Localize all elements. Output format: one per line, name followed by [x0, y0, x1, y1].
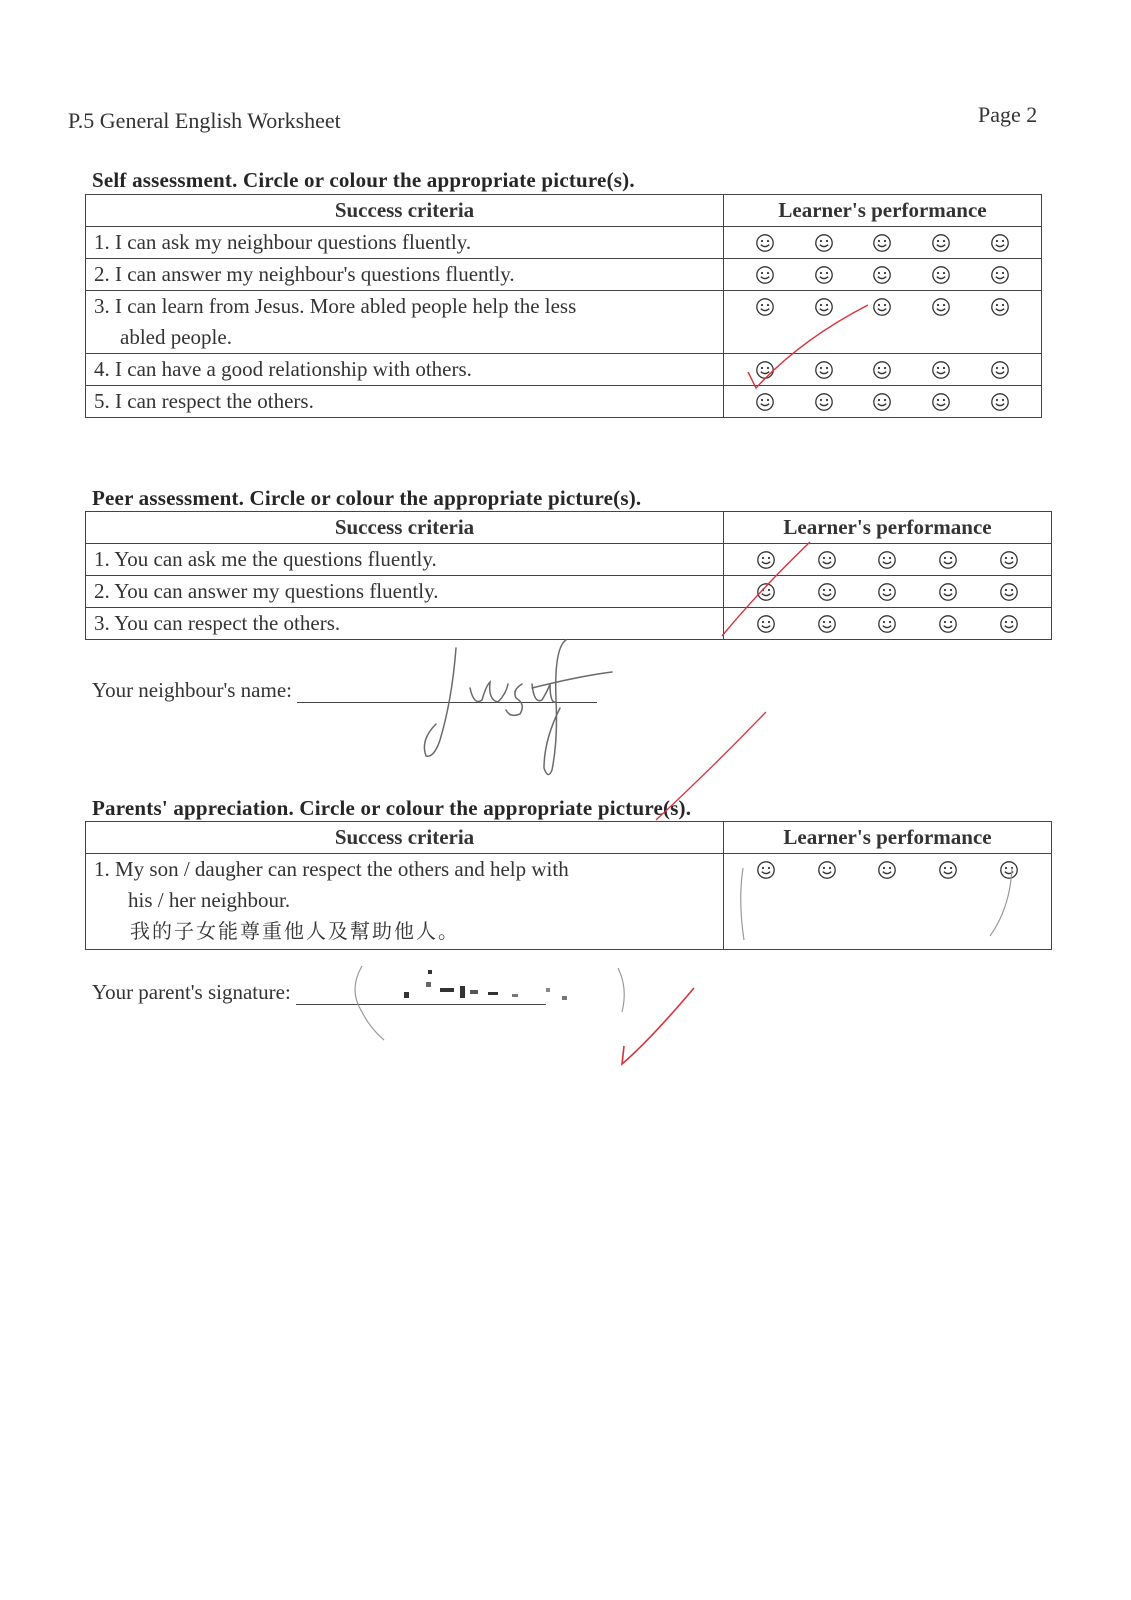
criteria-text: 1. You can ask me the questions fluently.: [94, 547, 437, 571]
table-row: [86, 576, 1052, 608]
smiley-face-icon[interactable]: [755, 297, 775, 317]
smiley-face-icon[interactable]: [814, 297, 834, 317]
peer-assessment-table: [85, 511, 1052, 640]
parents-appreciation-title: Parents' appreciation. Circle or colour the appropriate picture(s).: [92, 796, 692, 820]
smiley-face-icon[interactable]: [756, 860, 776, 880]
smiley-face-icon[interactable]: [990, 297, 1010, 317]
neighbour-signature: [424, 640, 612, 775]
parent-signature-label: Your parent's signature:: [92, 980, 291, 1004]
smiley-face-icon[interactable]: [999, 614, 1019, 634]
smiley-face-icon[interactable]: [814, 392, 834, 412]
performance-cell: [724, 608, 1052, 640]
parent-signature-line: [92, 980, 546, 1005]
criteria-text: 3. You can respect the others.: [94, 611, 341, 635]
criteria-cell: [86, 854, 724, 950]
smiley-face-icon[interactable]: [814, 233, 834, 253]
table-row: [86, 227, 1042, 259]
criteria-cell: [86, 386, 724, 418]
smiley-face-icon[interactable]: [755, 233, 775, 253]
criteria-cell: [86, 576, 724, 608]
performance-cell: [724, 354, 1042, 386]
criteria-text: 2. I can answer my neighbour's questions fluently.: [94, 262, 515, 286]
smiley-face-icon[interactable]: [931, 297, 951, 317]
col-success-criteria: Success criteria: [86, 195, 724, 227]
smiley-face-icon[interactable]: [755, 265, 775, 285]
criteria-text: 5. I can respect the others.: [94, 389, 314, 413]
criteria-text-continued: his / her neighbour.: [128, 888, 291, 912]
page-number: Page 2: [978, 102, 1038, 127]
table-row: [86, 354, 1042, 386]
smiley-face-icon[interactable]: [756, 582, 776, 602]
col-learners-performance: Learner's performance: [724, 195, 1042, 227]
smiley-face-icon[interactable]: [756, 550, 776, 570]
smiley-face-icon[interactable]: [999, 582, 1019, 602]
table-header-row: [86, 512, 1052, 544]
face-rating-row[interactable]: [732, 544, 1043, 575]
smiley-face-icon[interactable]: [872, 360, 892, 380]
smiley-face-icon[interactable]: [755, 392, 775, 412]
smiley-face-icon[interactable]: [872, 265, 892, 285]
criteria-cell: [86, 354, 724, 386]
smiley-face-icon[interactable]: [756, 614, 776, 634]
smiley-face-icon[interactable]: [814, 360, 834, 380]
smiley-face-icon[interactable]: [817, 550, 837, 570]
col-learners-performance: Learner's performance: [724, 822, 1052, 854]
table-header-row: [86, 822, 1052, 854]
criteria-text: 1. I can ask my neighbour questions fluently.: [94, 230, 472, 254]
smiley-face-icon[interactable]: [877, 860, 897, 880]
smiley-face-icon[interactable]: [872, 233, 892, 253]
face-rating-row[interactable]: [732, 259, 1033, 290]
face-rating-row[interactable]: [732, 291, 1033, 322]
face-rating-row[interactable]: [732, 386, 1033, 417]
smiley-face-icon[interactable]: [931, 392, 951, 412]
performance-cell: [724, 544, 1052, 576]
smiley-face-icon[interactable]: [990, 392, 1010, 412]
neighbour-name-field[interactable]: [297, 680, 597, 703]
performance-cell: [724, 854, 1052, 950]
smiley-face-icon[interactable]: [990, 265, 1010, 285]
worksheet-title: P.5 General English Worksheet: [68, 108, 341, 133]
smiley-face-icon[interactable]: [931, 360, 951, 380]
criteria-cell: [86, 227, 724, 259]
smiley-face-icon[interactable]: [817, 614, 837, 634]
criteria-cell: [86, 544, 724, 576]
smiley-face-icon[interactable]: [938, 860, 958, 880]
smiley-face-icon[interactable]: [938, 614, 958, 634]
table-row: [86, 544, 1052, 576]
performance-cell: [724, 291, 1042, 354]
col-success-criteria: Success criteria: [86, 822, 724, 854]
criteria-cell: [86, 291, 724, 354]
smiley-face-icon[interactable]: [814, 265, 834, 285]
smiley-face-icon[interactable]: [872, 297, 892, 317]
smiley-face-icon[interactable]: [931, 233, 951, 253]
parent-signature-field[interactable]: [296, 982, 546, 1005]
face-rating-row[interactable]: [732, 608, 1043, 639]
face-rating-row[interactable]: [732, 227, 1033, 258]
table-row: [86, 854, 1052, 950]
criteria-text-continued: abled people.: [120, 325, 232, 349]
performance-cell: [724, 259, 1042, 291]
face-rating-row[interactable]: [732, 576, 1043, 607]
table-header-row: [86, 195, 1042, 227]
performance-cell: [724, 386, 1042, 418]
neighbour-name-line: [92, 678, 597, 703]
table-row: [86, 386, 1042, 418]
smiley-face-icon[interactable]: [872, 392, 892, 412]
smiley-face-icon[interactable]: [817, 582, 837, 602]
smiley-face-icon[interactable]: [877, 550, 897, 570]
table-row: [86, 259, 1042, 291]
col-success-criteria: Success criteria: [86, 512, 724, 544]
smiley-face-icon[interactable]: [817, 860, 837, 880]
smiley-face-icon[interactable]: [938, 550, 958, 570]
self-assessment-table: [85, 194, 1042, 418]
face-rating-row[interactable]: [732, 854, 1043, 885]
neighbour-name-label: Your neighbour's name:: [92, 678, 292, 702]
smiley-face-icon[interactable]: [755, 360, 775, 380]
col-learners-performance: Learner's performance: [724, 512, 1052, 544]
smiley-face-icon[interactable]: [877, 614, 897, 634]
face-rating-row[interactable]: [732, 354, 1033, 385]
parents-appreciation-table: [85, 821, 1052, 950]
peer-assessment-title: Peer assessment. Circle or colour the appropriate picture(s).: [92, 486, 642, 510]
performance-cell: [724, 227, 1042, 259]
table-row: [86, 608, 1052, 640]
criteria-text: 2. You can answer my questions fluently.: [94, 579, 439, 603]
self-assessment-title: Self assessment. Circle or colour the appropriate picture(s).: [92, 168, 635, 192]
table-row: [86, 291, 1042, 354]
criteria-text: 3. I can learn from Jesus. More abled people help the less: [94, 294, 577, 318]
smiley-face-icon[interactable]: [938, 582, 958, 602]
criteria-text-chinese: 我的子女能尊重他人及幫助他人。: [130, 919, 460, 943]
smiley-face-icon[interactable]: [990, 233, 1010, 253]
smiley-face-icon[interactable]: [877, 582, 897, 602]
criteria-text: 1. My son / daugher can respect the others and help with: [94, 857, 569, 881]
criteria-cell: [86, 259, 724, 291]
smiley-face-icon[interactable]: [931, 265, 951, 285]
smiley-face-icon[interactable]: [990, 360, 1010, 380]
smiley-face-icon[interactable]: [999, 550, 1019, 570]
tick-mark-icon: [622, 988, 694, 1064]
smiley-face-icon[interactable]: [999, 860, 1019, 880]
criteria-cell: [86, 608, 724, 640]
criteria-text: 4. I can have a good relationship with others.: [94, 357, 472, 381]
performance-cell: [724, 576, 1052, 608]
